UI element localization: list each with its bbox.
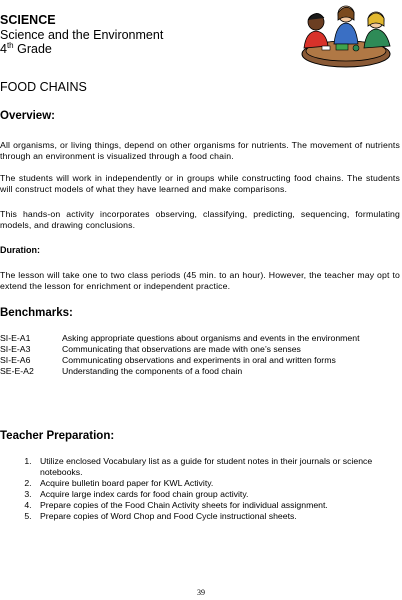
benchmark-text: Understanding the components of a food chain xyxy=(62,366,243,376)
benchmark-row xyxy=(0,355,400,366)
list-item: 2. Acquire bulletin board paper for KWL Activity. xyxy=(34,478,394,489)
list-item: 1. Utilize enclosed Vocabulary list as a guide for student notes in their journals or science notebooks. xyxy=(34,456,394,478)
strand-title: Science and the Environment xyxy=(0,27,164,42)
benchmark-row xyxy=(0,366,400,377)
subject-title: SCIENCE xyxy=(0,13,56,27)
page-number: 39 xyxy=(197,588,205,597)
overview-paragraph-2: The students will work in independently or in groups while constructing food chains. The students will construct models of what they have learned and make comparisons. xyxy=(0,173,400,194)
teacher-prep-heading: Teacher Preparation: xyxy=(0,430,115,442)
benchmark-row xyxy=(0,344,400,355)
list-item: 3. Acquire large index cards for food chain group activity. xyxy=(34,489,394,500)
list-item: 4. Prepare copies of the Food Chain Activity sheets for individual assignment. xyxy=(34,500,394,511)
benchmark-code: SI-E-A6 xyxy=(0,355,31,365)
benchmark-row xyxy=(0,333,400,344)
benchmark-text: Communicating that observations are made with one’s senses xyxy=(62,344,301,354)
benchmark-code: SI-E-A3 xyxy=(0,344,31,354)
benchmark-text: Asking appropriate questions about organisms and events in the environment xyxy=(62,333,360,343)
teacher-prep-list xyxy=(0,456,394,522)
overview-heading: Overview: xyxy=(0,110,55,122)
benchmarks-list xyxy=(0,333,400,377)
duration-paragraph: The lesson will take one to two class periods (45 min. to an hour). However, the teacher may opt to extend the lesson for enrichment or independent practice. xyxy=(0,270,400,291)
benchmarks-heading: Benchmarks: xyxy=(0,307,73,319)
list-item: 5. Prepare copies of Word Chop and Food Cycle instructional sheets. xyxy=(34,511,394,522)
duration-heading: Duration: xyxy=(0,245,40,255)
page-header xyxy=(0,13,163,57)
grade-label: 4th Grade xyxy=(0,41,52,56)
children-at-table-clipart-icon xyxy=(296,0,398,72)
overview-paragraph-1: All organisms, or living things, depend on other organisms for nutrients. The movement of nutrients through an environment is visualized through a food chain. xyxy=(0,140,400,161)
benchmark-text: Communicating observations and experiments in oral and written forms xyxy=(62,355,336,365)
overview-paragraph-3: This hands-on activity incorporates observing, classifying, predicting, sequencing, formulating models, and drawing conclusions. xyxy=(0,209,400,230)
lesson-title: FOOD CHAINS xyxy=(0,80,87,94)
benchmark-code: SE-E-A2 xyxy=(0,366,34,376)
benchmark-code: SI-E-A1 xyxy=(0,333,31,343)
